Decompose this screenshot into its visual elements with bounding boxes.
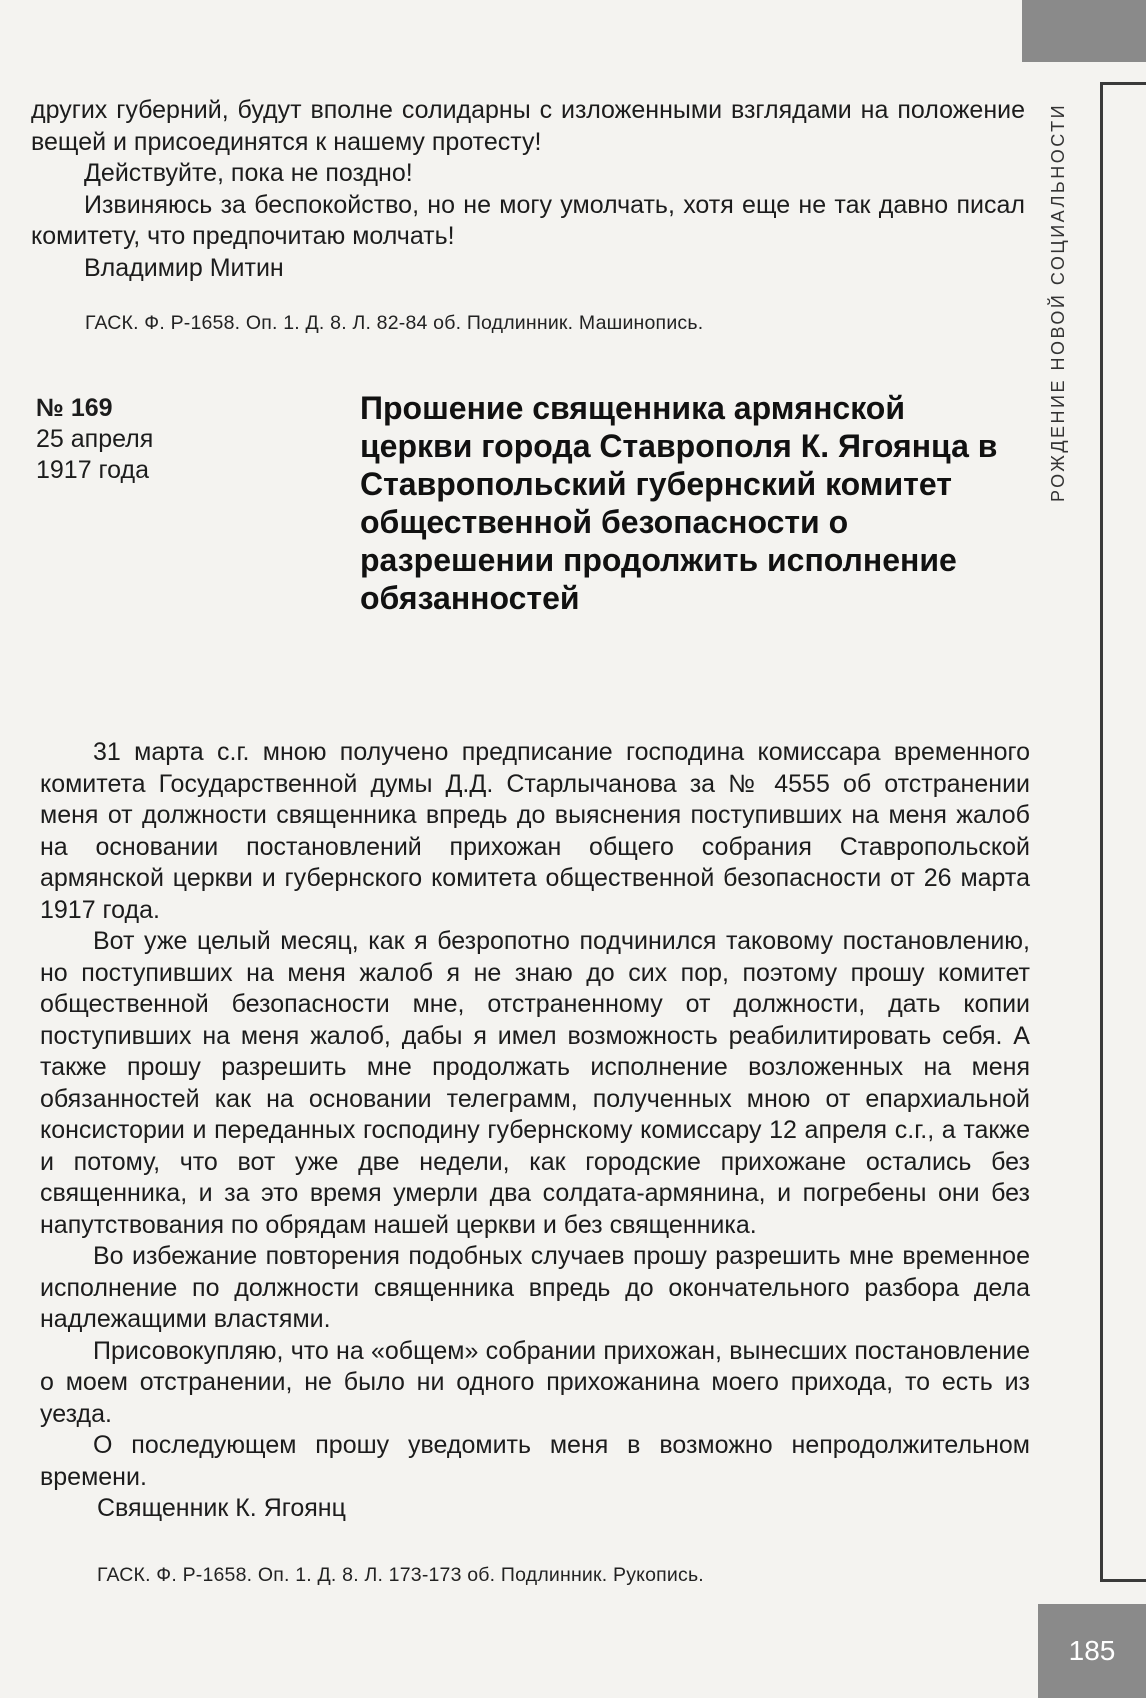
document-number: № 169 — [36, 394, 113, 422]
apology-paragraph: Извиняюсь за беспокойство, но не могу умолчать, хотя еще не так давно писал комитету, что предпочитаю молчать! — [31, 190, 1025, 250]
document-body — [40, 737, 1030, 1525]
body-paragraph-2: Вот уже целый месяц, как я безропотно подчинился таковому постановлению, но поступивших на меня жалоб я не знаю до сих пор, поэтому прошу комитет общественной безопасности мне, отстраненному от должности, дать копии поступивших на меня жалоб, дабы я имел возможность реабилитировать себя. А также прошу разрешить мне продолжать исполнение возложенных на меня обязанностей как на основании телеграмм, полученных мною от епархиальной консистории и переданных господину губернскому комиссару 12 апреля с.г., а также и потому, что вот уже две недели, как городские прихожане остались без священника, и за это время умерли два солдата-армянина, и погребены они без напутствования по обрядам нашей церкви и без священника. — [40, 927, 1030, 1239]
top-corner-tab — [1022, 0, 1146, 62]
appeal-line: Действуйте, пока не поздно! — [84, 159, 413, 187]
body-paragraph-3: Во избежание повторения подобных случаев прошу разрешить мне временное исполнение по должности священника впредь до окончательного разбора дела надлежащими властями. — [40, 1242, 1030, 1333]
document-date-day: 25 апреля — [36, 425, 154, 453]
document-title: Прошение священника армянской церкви города Ставрополя К. Ягоянца в Ставропольский губернский комитет общественной безопасности о разрешении продолжить исполнение обязанностей — [360, 390, 998, 616]
continued-paragraph: других губерний, будут вполне солидарны с изложенными взглядами на положение вещей и присоединятся к нашему протесту! — [31, 96, 1025, 156]
body-paragraph-5: О последующем прошу уведомить меня в возможно непродолжительном времени. — [40, 1431, 1030, 1491]
running-title: РОЖДЕНИЕ НОВОЙ СОЦИАЛЬНОСТИ — [1048, 102, 1068, 502]
previous-signature: Владимир Митин — [84, 253, 284, 282]
previous-source-note: ГАСК. Ф. Р-1658. Оп. 1. Д. 8. Л. 82-84 об. Подлинник. Машинопись. — [85, 312, 704, 334]
body-paragraph-4: Присовокупляю, что на «общем» собрании прихожан, вынесших постановление о моем отстранении, не было ни одного прихожанина моего прихода, то есть из уезда. — [40, 1336, 1030, 1428]
document-signature: Священник К. Ягоянц — [97, 1494, 346, 1522]
document-source-note: ГАСК. Ф. Р-1658. Оп. 1. Д. 8. Л. 173-173 об. Подлинник. Рукопись. — [97, 1564, 704, 1586]
document-date-year: 1917 года — [36, 456, 149, 484]
margin-frame — [1100, 82, 1146, 1582]
previous-document-ending — [31, 95, 1025, 284]
document-meta — [36, 393, 153, 486]
page-number: 185 — [1038, 1604, 1146, 1698]
body-paragraph-1: 31 марта с.г. мною получено предписание господина комиссара временного комитета Государственной думы Д.Д. Старлычанова за № 4555 об отстранении меня от должности священника впредь до выяснения поступивших на меня жалоб на основании постановлений прихожан общего собрания Ставропольской армянской церкви и губернского комитета общественной безопасности от 26 марта 1917 года. — [40, 738, 1030, 924]
